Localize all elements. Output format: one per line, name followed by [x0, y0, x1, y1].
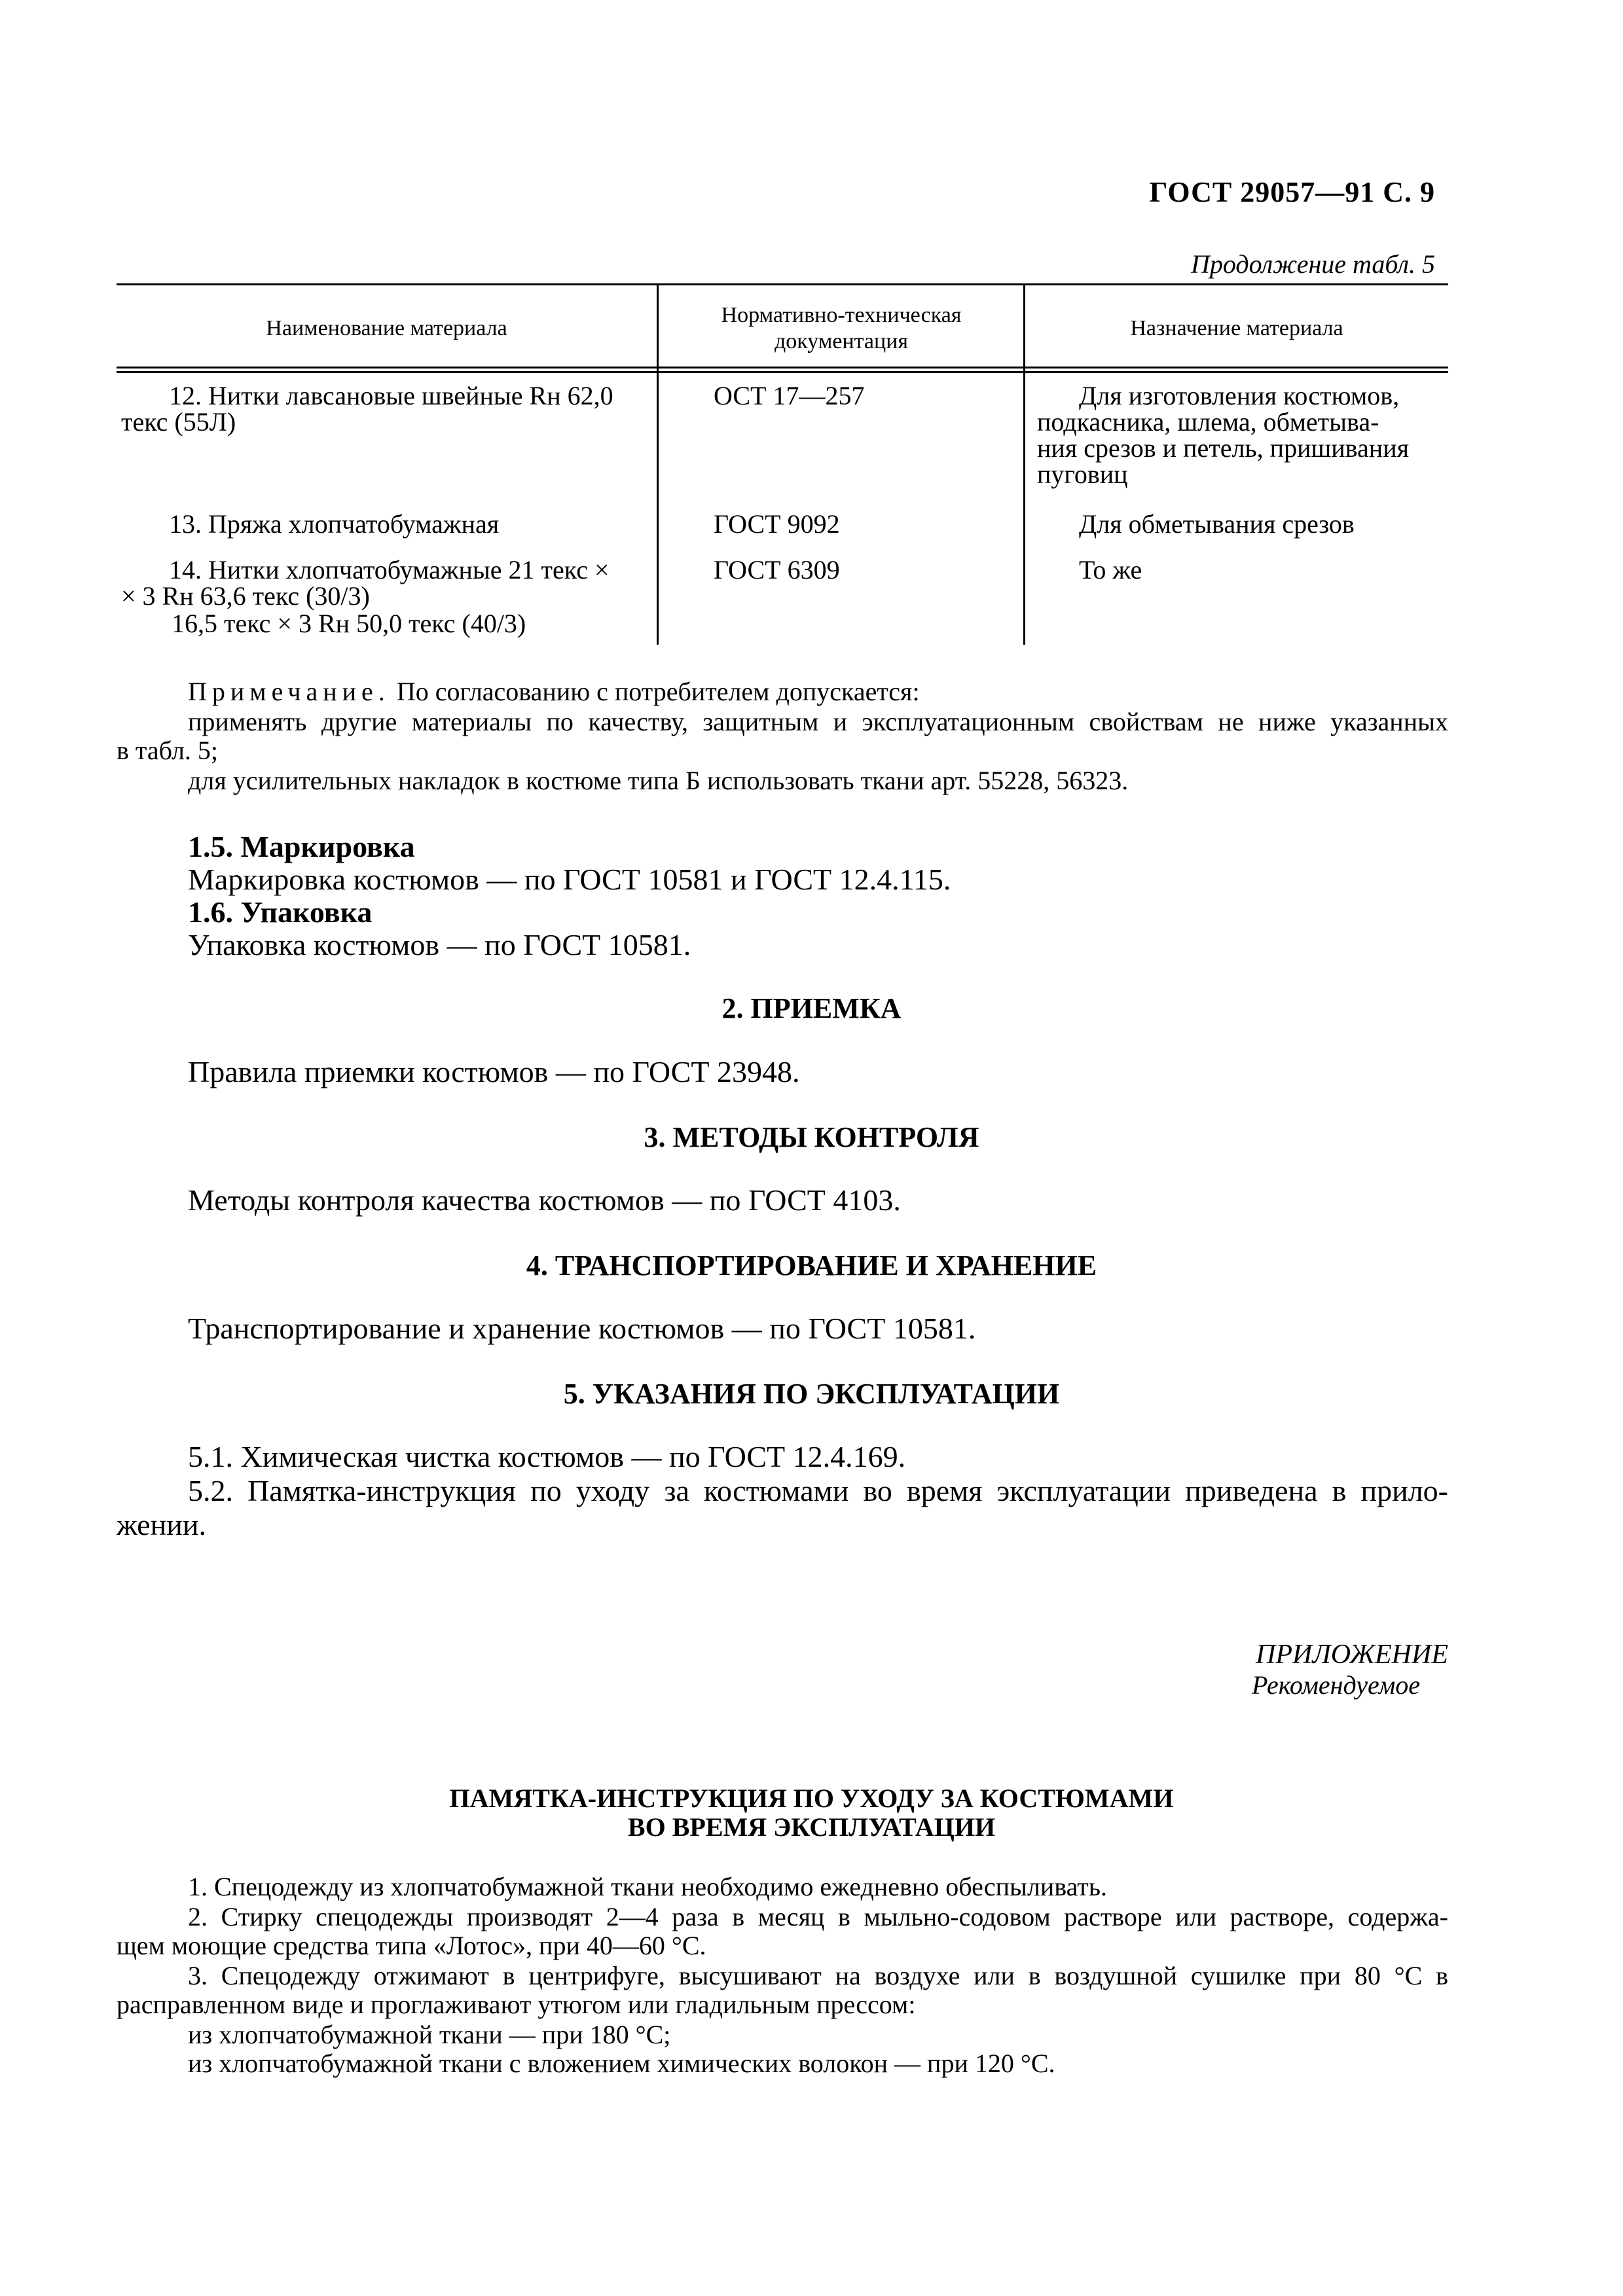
appendix-item2-line1: 2. Стирку спецодежды производят 2—4 раза в месяц в мыльно-содовом растворе или растворе, содержа- [188, 1902, 1448, 1931]
row12-name-line2: текс (55Л) [121, 407, 236, 437]
column-header-docs: Нормативно-техническая документация [721, 303, 962, 353]
appendix-item1: 1. Спецодежду из хлопчатобумажной ткани необходимо ежедневно обеспыливать. [188, 1872, 1108, 1901]
appendix-item2-line2: щем моющие средства типа «Лотос», при 40—60 °С. [117, 1931, 706, 1960]
appendix-label: ПРИЛОЖЕНИЕ [1256, 1640, 1448, 1670]
row13-name: 13. Пряжа хлопчатобумажная [169, 509, 500, 539]
appendix-item3-line4: из хлопчатобумажной ткани с вложением химических волокон — при 120 °С. [188, 2049, 1055, 2078]
section-5-2-line1: 5.2. Памятка-инструкция по уходу за костюмами во время эксплуатации приведена в прило- [188, 1474, 1448, 1507]
section-1-6-title: 1.6. Упаковка [188, 895, 373, 929]
section-4-title: 4. ТРАНСПОРТИРОВАНИЕ И ХРАНЕНИЕ [526, 1249, 1097, 1282]
note-item1-line1: применять другие материалы по качеству, защитным и эксплуатационным свойствам не ниже указанных [188, 707, 1448, 736]
appendix-title-line1: ПАМЯТКА-ИНСТРУКЦИЯ ПО УХОДУ ЗА КОСТЮМАМИ [449, 1784, 1174, 1813]
row12-purpose-line2: подкасника, шлема, обметыва- [1037, 407, 1379, 437]
column-header-name: Наименование материала [266, 316, 507, 340]
section-5-1-text: 5.1. Химическая чистка костюмов — по ГОСТ 12.4.169. [188, 1440, 906, 1473]
section-2-text: Правила приемки костюмов — по ГОСТ 23948. [188, 1055, 800, 1088]
appendix-item3-line2: расправленном виде и проглаживают утюгом или гладильным прессом: [117, 1990, 916, 2019]
appendix-item3-line1: 3. Спецодежду отжимают в центрифуге, высушивают на воздухе или в воздушной сушилке при 80 °С в [188, 1961, 1448, 1990]
column-header-purpose: Назначение материала [1130, 316, 1343, 340]
row14-doc: ГОСТ 6309 [714, 555, 840, 584]
table-header-rule-1 [117, 367, 1448, 368]
table-divider-1 [657, 283, 659, 645]
appendix-item3-line3: из хлопчатобумажной ткани — при 180 °С; [188, 2020, 671, 2049]
appendix-status: Рекомендуемое [1251, 1670, 1420, 1700]
section-1-6-text: Упаковка костюмов — по ГОСТ 10581. [188, 928, 691, 961]
note-item2: для усилительных накладок в костюме типа Б использовать ткани арт. 55228, 56323. [188, 766, 1129, 795]
appendix-title-line2: ВО ВРЕМЯ ЭКСПЛУАТАЦИИ [627, 1812, 996, 1842]
row12-purpose-line3: ния срезов и петель, пришивания [1037, 433, 1410, 463]
table-continuation-label: Продолжение табл. 5 [1190, 249, 1435, 279]
note-label: Примечание. [188, 677, 390, 706]
note-first-line [188, 677, 920, 707]
row12-name-line1: 12. Нитки лавсановые швейные Rн 62,0 [169, 381, 613, 410]
section-3-title: 3. МЕТОДЫ КОНТРОЛЯ [644, 1121, 979, 1153]
section-3-text: Методы контроля качества костюмов — по ГОСТ 4103. [188, 1183, 901, 1217]
section-5-title: 5. УКАЗАНИЯ ПО ЭКСПЛУАТАЦИИ [563, 1378, 1060, 1410]
section-1-5-title: 1.5. Маркировка [188, 830, 415, 863]
row13-doc: ГОСТ 9092 [714, 509, 840, 539]
row14-name-line1: 14. Нитки хлопчатобумажные 21 текс × [169, 555, 610, 584]
section-4-text: Транспортирование и хранение костюмов — по ГОСТ 10581. [188, 1312, 976, 1345]
note-intro: По согласованию с потребителем допускается: [396, 677, 920, 706]
row14-purpose: То же [1079, 555, 1142, 584]
section-1-5-text: Маркировка костюмов — по ГОСТ 10581 и ГОСТ 12.4.115. [188, 863, 951, 896]
table-header-rule-2 [117, 371, 1448, 373]
row14-name-line2: × 3 Rн 63,6 текс (30/3) [121, 581, 370, 611]
row12-purpose-line4: пуговиц [1037, 459, 1128, 489]
section-2-title: 2. ПРИЕМКА [721, 992, 902, 1024]
row12-doc: ОСТ 17—257 [714, 381, 865, 410]
row12-purpose-line1: Для изготовления костюмов, [1079, 381, 1400, 410]
section-5-2-line2: жении. [117, 1508, 206, 1541]
doc-header: ГОСТ 29057—91 С. 9 [1149, 176, 1435, 208]
row14-name-line3: 16,5 текс × 3 Rн 50,0 текс (40/3) [172, 609, 526, 638]
note-item1-line2: в табл. 5; [117, 736, 219, 765]
row13-purpose: Для обметывания срезов [1079, 509, 1355, 539]
table-top-rule [117, 283, 1448, 285]
